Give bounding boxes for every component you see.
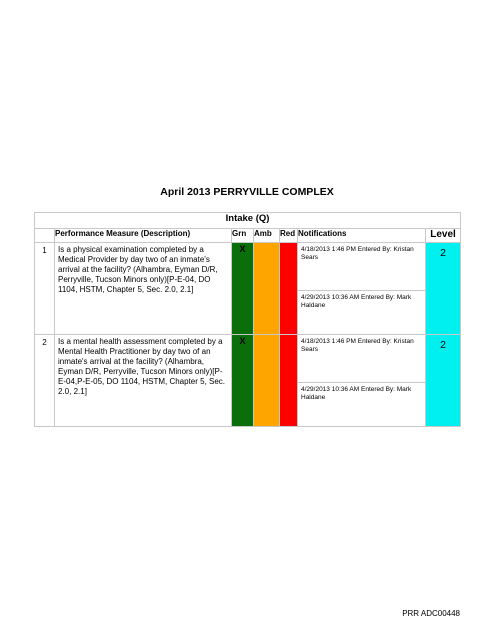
level-cell: 2 — [426, 243, 461, 335]
page-footer: PRR ADC00448 — [402, 609, 460, 618]
red-status-cell — [280, 243, 298, 335]
row-number: 1 — [35, 243, 55, 335]
green-status-cell: X — [232, 243, 254, 335]
row-description: Is a physical examination completed by a Medical Provider by day two of an inmate's arrival at the facility? (Alhambra, Eyman D/R, Perryville, Tucson Minors only)[P-E-04, DO 1104, HSTM, Chapter 5, Sec. 2.0, 2.1] — [55, 243, 232, 335]
col-header-red: Red — [280, 229, 298, 243]
notification-entry: 4/18/2013 1:46 PM Entered By: Kristan Sears — [298, 243, 426, 291]
col-header-grn: Grn — [232, 229, 254, 243]
row-number: 2 — [35, 335, 55, 427]
table-row — [35, 243, 461, 291]
level-cell: 2 — [426, 335, 461, 427]
amber-status-cell — [254, 335, 280, 427]
green-status-cell: X — [232, 335, 254, 427]
performance-table — [34, 212, 461, 427]
section-title: Intake (Q) — [35, 213, 461, 229]
row-description: Is a mental health assessment completed by a Mental Health Practitioner by day two of an inmate's arrival at the facility? (Alhambra, Eyman D/R, Perryville, Tucson Minors only)[P-E-04,P-E-05, DO 1104, HSTM, Chapter 5, Sec. 2.0, 2.1] — [55, 335, 232, 427]
table-row — [35, 335, 461, 383]
red-status-cell — [280, 335, 298, 427]
notification-entry: 4/29/2013 10:36 AM Entered By: Mark Haldane — [298, 291, 426, 335]
notification-entry: 4/18/2013 1:46 PM Entered By: Kristan Sears — [298, 335, 426, 383]
amber-status-cell — [254, 243, 280, 335]
notification-entry: 4/29/2013 10:36 AM Entered By: Mark Haldane — [298, 383, 426, 427]
col-header-level: Level — [426, 229, 461, 243]
col-header-amb: Amb — [254, 229, 280, 243]
col-header-num — [35, 229, 55, 243]
col-header-notifications: Notifications — [298, 229, 426, 243]
report-title: April 2013 PERRYVILLE COMPLEX — [160, 186, 334, 198]
col-header-description: Performance Measure (Description) — [55, 229, 232, 243]
